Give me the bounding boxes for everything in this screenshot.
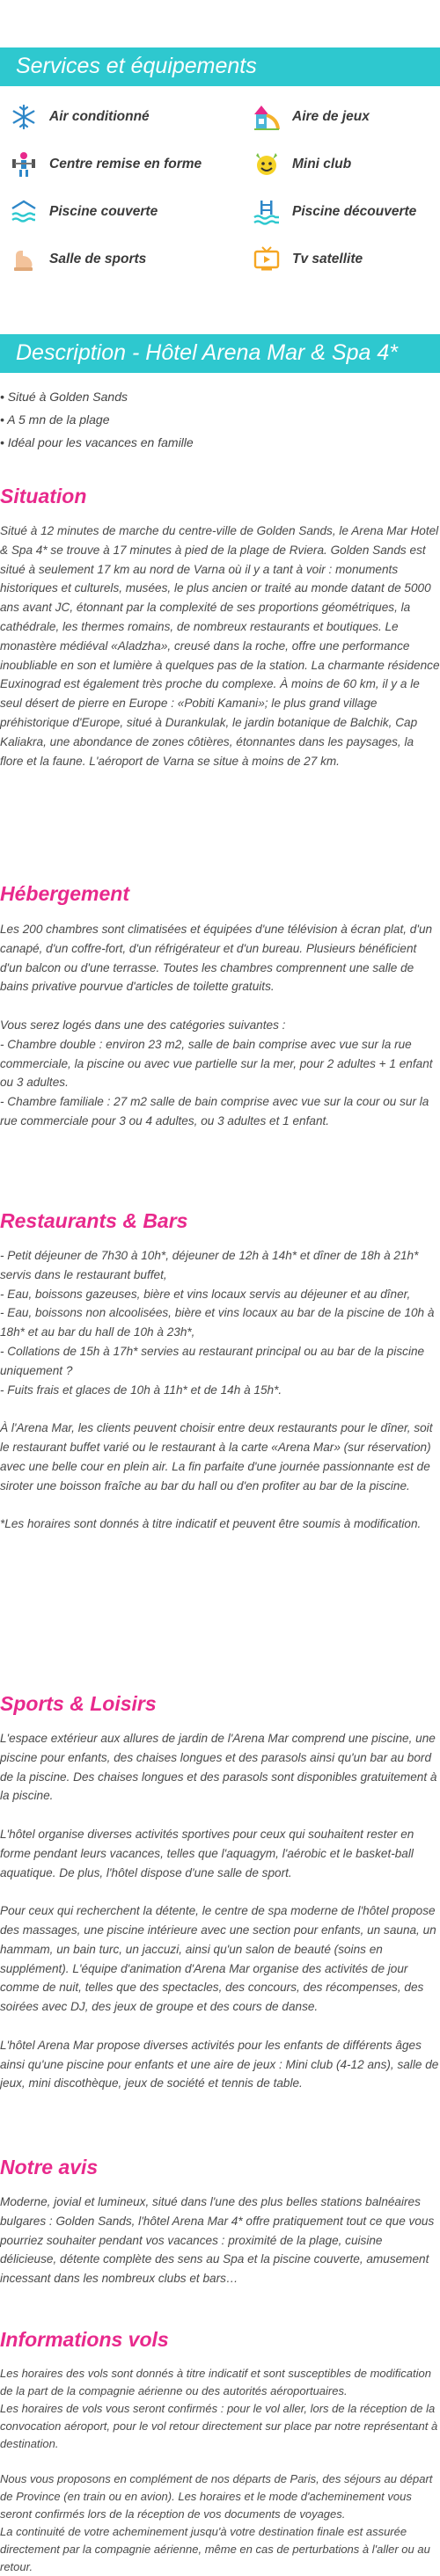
description-bullet: • A 5 mn de la plage [0,412,110,427]
fitness-icon [9,150,39,179]
indoor-pool-icon [9,197,39,227]
vols-text: Les horaires des vols sont donnés à titre indicatif et sont susceptibles de modification de la part de la compagnie aérienne ou des autorités aéroportuaires. Les horaires de vols vous seront confirmés : pour le vol aller, lors de la réception de la convocation aéroport, pour le vol retour directement sur place par notre représentant à destination. Nous vous proposons en complément de nos départs de Paris, des séjours au départ de Province (en train ou en avion). Les horaires et le mode d'acheminement vous seront confirmés lors de la réception de vos documents de voyages. La continuité de votre acheminement jusqu'à votre destination finale est assurée directement par la compagnie aérienne, même en cas de perturbations à l'aller ou au retour. [0,2367,438,2573]
service-playground [252,102,370,132]
service-label: Mini club [292,157,352,171]
kids-club-icon [252,150,282,179]
service-label: Aire de jeux [292,109,370,124]
outdoor-pool-icon [252,197,282,227]
sports-text: L'espace extérieur aux allures de jardin de l'Arena Mar comprend une piscine, une piscine pour enfants, des chaises longues et des parasols ainsi qu'un bar au bord de la piscine. Des chaises longues et des parasols sont disponibles gratuitement à la piscine. L'hôtel organise diverses activités sportives pour ceux qui souhaitent rester en forme pendant leurs vacances, telles que l'aquagym, l'aérobic et le basket-ball aquatique. De plus, l'hôtel dispose d'une salle de sport. Pour ceux qui recherchent la détente, le centre de spa moderne de l'hôtel propose des massages, une piscine intérieure avec une section pour enfants, un sauna, un hammam, un bain turc, un jaccuzi, ainsi qu'un salon de beauté (soins en supplément). L'équipe d'animation d'Arena Mar organise des activités de jour comme de nuit, telles que des spectacles, des concours, des récompenses, des soirées avec DJ, des jeux de groupe et des cours de danse. L'hôtel Arena Mar propose diverses activités pour les enfants de différents âges ainsi qu'une piscine pour enfants et une aire de jeux : Mini club (4-12 ans), salle de jeux, mini discothèque, jeux de société et tennis de table. [0,1732,439,2091]
service-fitness-center [9,150,202,179]
sports-heading: Sports & Loisirs [0,1692,157,1715]
hebergement-heading: Hébergement [0,882,129,905]
service-indoor-pool [9,197,158,227]
avis-text: Moderne, jovial et lumineux, situé dans l'une des plus belles stations balnéaires bulgares : Golden Sands, l'hôtel Arena Mar 4* offre pratiquement tout ce que vous pourriez souhaiter pendant vos vacances : proximité de la plage, cuisine délicieuse, détente complète des sens au Spa et la piscine couverte, amusement incessant dans les nombreux clubs et bars… [0,2195,435,2286]
playground-icon [252,102,282,132]
service-satellite-tv [252,244,363,274]
service-air-conditioning [9,102,150,132]
service-label: Centre remise en forme [49,157,202,171]
vols-heading: Informations vols [0,2328,169,2351]
service-label: Tv satellite [292,252,363,266]
situation-text: Situé à 12 minutes de marche du centre-ville de Golden Sands, le Arena Mar Hotel & Spa 4* se trouve à 17 minutes à pied de la plage de Rviera. Golden Sands est situé à seulement 17 km au nord de Varna où il y a tant à voir : monuments historiques et culturels, musées, le plus ancien or traité au monde datant de 5000 ans avant JC, étonnant par la complexité de ses proportions géométriques, la cathédrale, les thermes romains, de nombreux restaurants et boutiques. Le monastère médiéval «Aladzha», creusé dans la roche, offre une performance inoubliable en son et lumière à quelques pas de la station. La charmante résidence Euxinograd est également très proche du complexe. À moins de 60 km, il y a le seul désert de pierre en Europe : «Pobiti Kamani»; le plus grand village préhistorique d'Europe, situé à Durankulak, le jardin botanique de Balchik, Cap Kaliakra, une abondance de zones côtières, étonnantes dans les paysages, la flore et la faune. L'aéroport de Varna se situe à moins de 27 km. [0,524,440,768]
service-label: Piscine couverte [49,204,158,219]
services-header-band [0,47,440,86]
situation-heading: Situation [0,485,87,507]
avis-heading: Notre avis [0,2156,99,2178]
snowflake-icon [9,102,39,132]
service-mini-club [252,150,351,179]
service-label: Salle de sports [49,252,147,266]
service-gym [9,244,146,274]
restaurants-text: - Petit déjeuner de 7h30 à 10h*, déjeuner de 12h à 14h* et dîner de 18h à 21h* servis dans le restaurant buffet, - Eau, boissons gazeuses, bière et vins locaux servis au déjeuner et au dîner, - Eau, boissons non alcoolisées, bière et vins locaux au bar de la piscine de 10h à 18h* et au bar du hall de 10h à 23h*, - Collations de 15h à 17h* servies au restaurant principal ou au bar de la piscine uniquement ? - Fuits frais et glaces de 10h à 11h* et de 14h à 15h*. À l'Arena Mar, les clients peuvent choisir entre deux restaurants pour le dîner, soit le restaurant buffet varié ou le restaurant à la carte «Arena Mar» (sur réservation) avec une belle cour en plein air. La fin parfaite d'une journée passionnante est de siroter une boisson fraîche au bar du hall ou d'en profiter au bar de la piscine. *Les horaires sont donnés à titre indicatif et peuvent être soumis à modification. [0,1249,435,1531]
service-label: Piscine découverte [292,204,417,219]
restaurants-heading: Restaurants & Bars [0,1209,188,1232]
description-title: Description - Hôtel Arena Mar & Spa 4* [16,340,398,365]
description-bullet: • Situé à Golden Sands [0,390,128,404]
tv-icon [252,244,282,274]
description-header-band [0,334,440,373]
service-outdoor-pool [252,197,416,227]
hebergement-text: Les 200 chambres sont climatisées et équipées d'une télévision à écran plat, d'un canapé, d'un coffre-fort, d'un réfrigérateur et d'un bureau. Plusieurs bénéficient d'un balcon ou d'une terrasse. Toutes les chambres comprennent une salle de bains privative pourvue d'articles de toilette gratuits. Vous serez logés dans une des catégories suivantes : - Chambre double : environ 23 m2, salle de bain comprise avec vue sur la rue commerciale, la piscine ou avec vue partielle sur la mer, pour 2 adultes + 1 enfant ou 3 adultes. - Chambre familiale : 27 m2 salle de bain comprise avec vue sur la cour ou sur la rue commerciale pour 3 ou 4 adultes, ou 3 adultes et 1 enfant. [0,923,433,1127]
service-label: Air conditionné [49,109,150,124]
description-bullet: • Idéal pour les vacances en famille [0,435,194,449]
gym-icon [9,244,39,274]
services-title: Services et équipements [16,54,257,78]
